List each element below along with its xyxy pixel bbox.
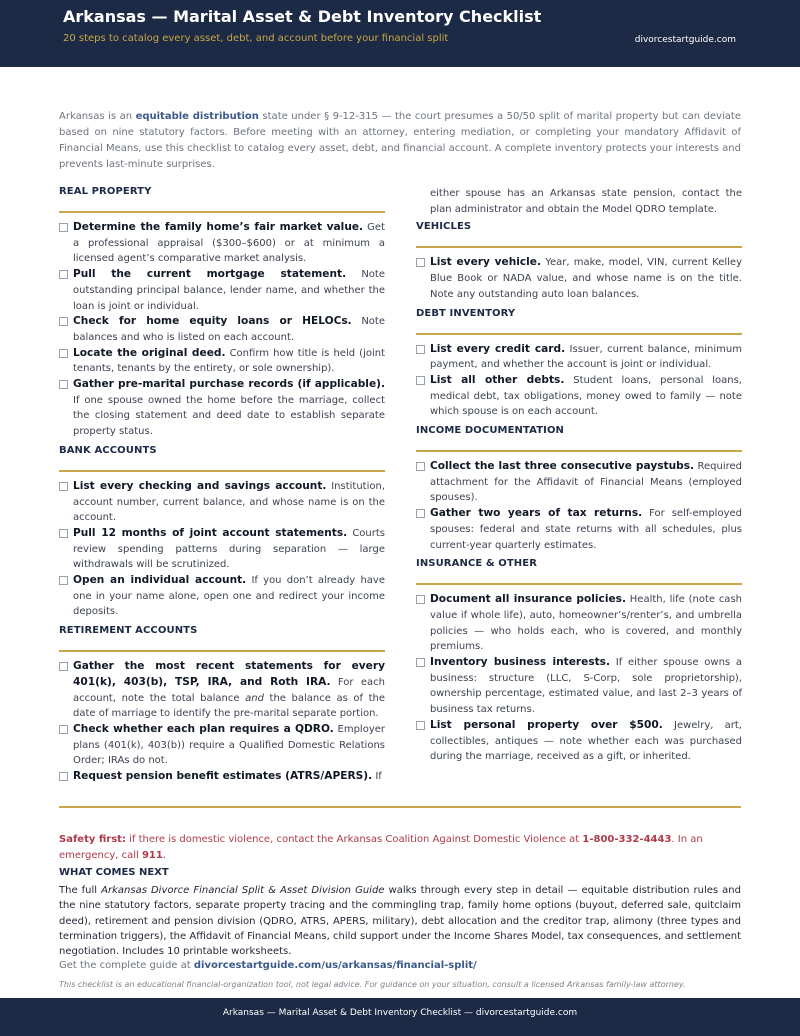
checkbox[interactable] [416, 721, 425, 730]
checkbox[interactable] [59, 380, 68, 389]
checkbox[interactable] [416, 462, 425, 471]
section-divider [416, 333, 742, 335]
intro-emphasis: equitable distribution [135, 111, 259, 122]
checkbox[interactable] [59, 482, 68, 491]
section-retirement [59, 625, 385, 785]
guide-title: Arkansas Divorce Financial Split & Asset Division Guide [101, 885, 385, 896]
checklist-item: Document all insurance policies. Health, life (note cash value if whole life), auto, homeowner’s/renter’s, and umbrella policies — who holds each, who is covered, and monthly premiums. [416, 592, 742, 655]
checklist-item: Locate the original deed. Confirm how title is held (joint tenants, tenants by the entirety, or sole ownership). [59, 346, 385, 377]
section-divider [416, 583, 742, 585]
disclaimer: This checklist is an educational financial-organization tool, not legal advice. For guidance on your situation, consult a licensed Arkansas family-law attorney. [59, 980, 686, 989]
section-real-property [59, 186, 385, 440]
header-site-link[interactable]: divorcestartguide.com [634, 35, 736, 45]
page-title: Arkansas — Marital Asset & Debt Inventory Checklist [63, 7, 542, 26]
section-title: INCOME DOCUMENTATION [416, 425, 565, 437]
checkbox[interactable] [59, 349, 68, 358]
section-title: REAL PROPERTY [59, 186, 152, 197]
checklist-item: List every credit card. Issuer, current balance, minimum payment, and whether the account is joint or individual. [416, 342, 742, 373]
checkbox[interactable] [59, 662, 68, 671]
checklist-item: Collect the last three consecutive paystubs. Required attachment for the Affidavit of Financial Means (employed spouses). [416, 459, 742, 506]
intro-paragraph: Arkansas is an equitable distribution state under § 9-12-315 — the court presumes a 50/50 split of marital property but can deviate based on nine statutory factors. Before meeting with an attorney, entering mediation, or completing your mandatory Affidavit of Financial Means, use this checklist to catalog every asset, debt, and financial account. A complete inventory protects your interests and prevents last-minute surprises. [59, 111, 741, 170]
checkbox[interactable] [416, 509, 425, 518]
left-column [59, 186, 385, 785]
checklist-item: Check whether each plan requires a QDRO. Employer plans (401(k), 403(b)) require a Qualified Domestic Relations Order; IRAs do not. [59, 722, 385, 769]
hotline-number[interactable]: 1-800-332-4443 [582, 834, 672, 845]
checkbox[interactable] [59, 317, 68, 326]
checkbox[interactable] [59, 725, 68, 734]
emergency-number: 911 [141, 850, 163, 861]
section-divider [416, 450, 742, 452]
next-title: WHAT COMES NEXT [59, 867, 169, 878]
section-vehicles [416, 221, 742, 302]
checklist-item: Gather the most recent statements for every 401(k), 403(b), TSP, IRA, and Roth IRA. For each account, note the total balance and the balance as of the date of marriage to identify the pre-marital separate portion. [59, 659, 385, 722]
checklist-item: List every vehicle. Year, make, model, VIN, current Kelley Blue Book or NADA value, and whose name is on the title. Note any outstanding auto loan balances. [416, 255, 742, 302]
section-divider [59, 211, 385, 213]
checklist-item-continued: either spouse has an Arkansas state pension, contact the plan administrator and obtain the Model QDRO template. [430, 188, 742, 215]
section-title: BANK ACCOUNTS [59, 444, 157, 456]
checklist-item: Gather two years of tax returns. For self-employed spouses: federal and state returns with all schedules, plus current-year quarterly estimates. [416, 506, 742, 553]
checklist-item: Inventory business interests. If either spouse owns a business: structure (LLC, S-Corp, sole proprietorship), ownership percentage, estimated value, and last 2–3 years of business tax returns. [416, 655, 742, 718]
checkbox[interactable] [59, 223, 68, 232]
section-divider [416, 246, 742, 248]
checkbox[interactable] [416, 376, 425, 385]
checklist-item: Check for home equity loans or HELOCs. Note balances and who is listed on each account. [59, 314, 385, 345]
checkbox[interactable] [416, 258, 425, 267]
checklist-item: Pull 12 months of joint account statements. Courts review spending patterns during separation — large withdrawals will be scrutinized. [59, 526, 385, 573]
next-paragraph: The full Arkansas Divorce Financial Split & Asset Division Guide walks through every step in detail — equitable distribution rules and the nine statutory factors, separate property tracing and the commingling trap, family home options (buyout, deferred sale, quitclaim deed), retirement and pension division (QDRO, ATRS, APERS, military), debt allocation and the creditor trap, alimony (three types and termination triggers), the Affidavit of Financial Means, child support under the Income Shares Model, tax consequences, and settlement negotiation. Includes 10 printable worksheets. [59, 885, 741, 958]
section-insurance [416, 558, 742, 765]
cta-line: Get the complete guide at divorcestartguide.com/us/arkansas/financial-split/ [59, 960, 477, 971]
checklist-item: Open an individual account. If you don’t already have one in your name alone, open one and redirect your income deposits. [59, 573, 385, 620]
section-income [416, 425, 742, 553]
section-title: VEHICLES [416, 221, 472, 233]
safety-label: Safety first: [59, 834, 126, 845]
checklist-item: Pull the current mortgage statement. Note outstanding principal balance, lender name, and whether the loan is joint or individual. [59, 267, 385, 314]
checklist-item: List personal property over $500. Jewelry, art, collectibles, antiques — note whether each was purchased during the marriage, received as a gift, or inherited. [416, 718, 742, 765]
right-column [416, 186, 742, 765]
checkbox[interactable] [416, 345, 425, 354]
checklist-item: Determine the family home’s fair market value. Get a professional appraisal ($300–$600) or at minimum a licensed agent’s comparative market analysis. [59, 220, 385, 267]
page-subtitle: 20 steps to catalog every asset, debt, and account before your financial split [63, 33, 449, 44]
checkbox[interactable] [59, 772, 68, 781]
checkbox[interactable] [59, 270, 68, 279]
section-debt [416, 308, 742, 421]
section-bank-accounts [59, 445, 385, 620]
section-title: RETIREMENT ACCOUNTS [59, 625, 198, 637]
page-footer [0, 998, 800, 1036]
section-divider [59, 470, 385, 472]
section-title: INSURANCE & OTHER [416, 558, 537, 570]
checklist-item: List every checking and savings account. Institution, account number, current balance, and whose name is on the account. [59, 479, 385, 526]
page-header [0, 0, 800, 67]
section-divider [59, 650, 385, 652]
section-title: DEBT INVENTORY [416, 307, 516, 319]
checklist-item: Gather pre-marital purchase records (if applicable). If one spouse owned the home before the marriage, collect the closing statement and deed date to establish separate property status. [59, 377, 385, 440]
checklist-item: List all other debts. Student loans, personal loans, medical debt, tax obligations, money owed to family — note which spouse is on each account. [416, 373, 742, 420]
checkbox[interactable] [59, 529, 68, 538]
checkbox[interactable] [59, 576, 68, 585]
footer-text: Arkansas — Marital Asset & Debt Inventory Checklist — divorcestartguide.com [222, 1008, 578, 1018]
guide-link[interactable]: divorcestartguide.com/us/arkansas/financial-split/ [193, 960, 477, 971]
checklist-item: Request pension benefit estimates (ATRS/APERS). If [59, 769, 385, 785]
checkbox[interactable] [416, 658, 425, 667]
checkbox[interactable] [416, 595, 425, 604]
bottom-divider [59, 806, 741, 808]
safety-notice: Safety first: if there is domestic violence, contact the Arkansas Coalition Against Domestic Violence at 1-800-332-4443. In an emergency, call 911. [59, 834, 703, 861]
